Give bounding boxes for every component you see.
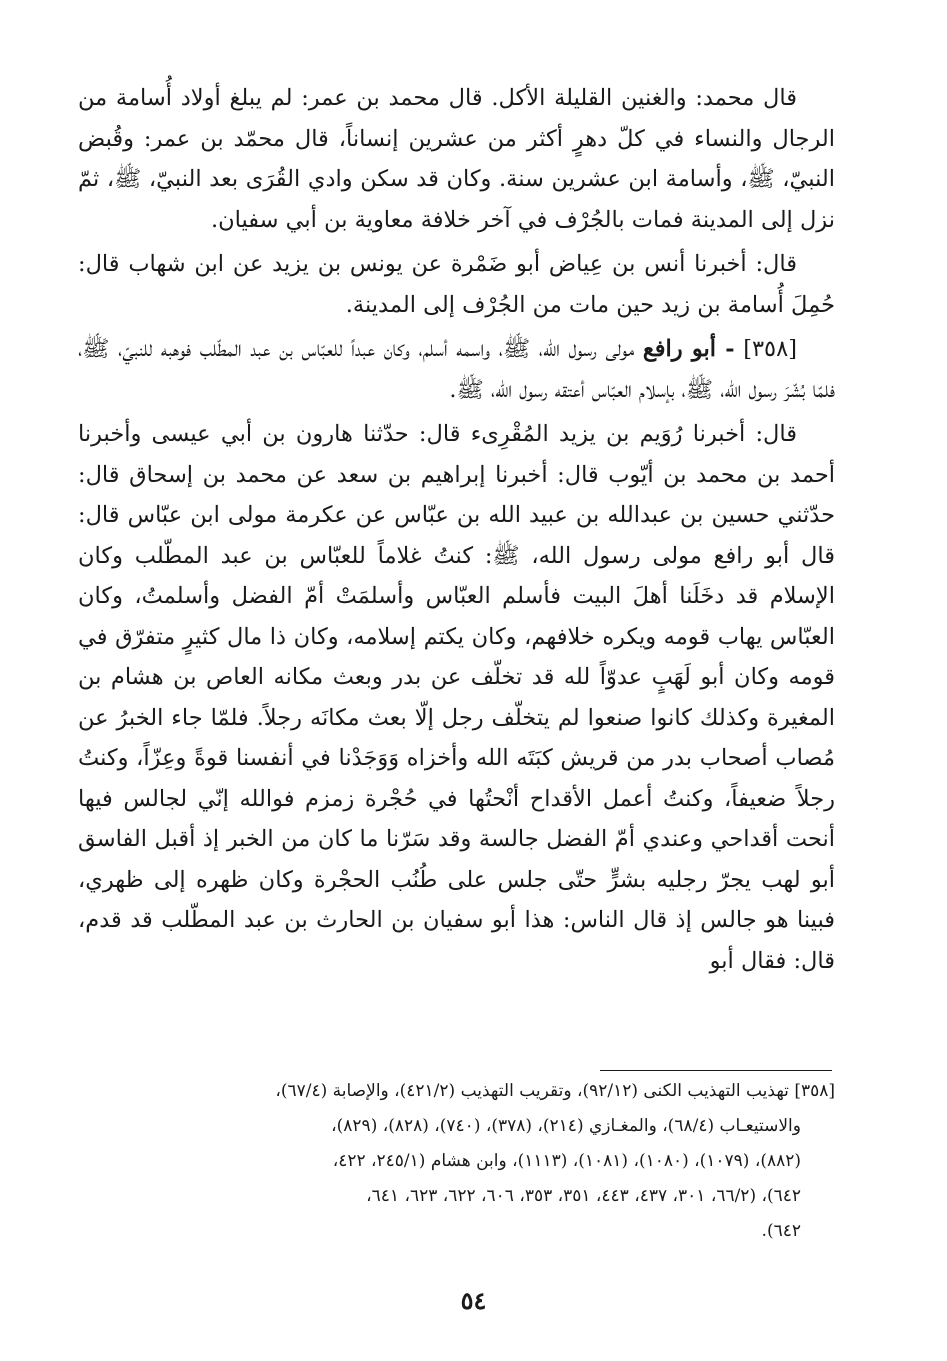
footnote-line: (٨٨٢)، (١٠٧٩)، (١٠٨٠)، (١٠٨١)، (١١١٣)، وابن هشام (٢٤٥/١، ٤٢٢، bbox=[332, 1151, 801, 1171]
entry-text: مولى رسول الله، ﷺ، واسمه أسلم، وكان عبداً للعبّاس بن عبد المطّلب فوهبه للنبيّ، ﷺ، فلمّا بُشّرَ رسول الله، ﷺ، بإسلام العبّاس أعتقه رسول الله، ﷺ. bbox=[78, 336, 835, 403]
footnote-line: ٦٤٢)، (٦٦/٢، ٣٠١، ٤٣٧، ٤٤٣، ٣٥١، ٣٥٣، ٦٠٦، ٦٢٢، ٦٢٣، ٦٤١، bbox=[366, 1186, 801, 1206]
main-text bbox=[78, 78, 835, 981]
footnote-line: والاستيعـاب (٦٨/٤)، والمغـازي (٢١٤)، (٣٧٨)، (٧٤٠)، (٨٢٨)، (٨٢٩)، bbox=[331, 1116, 801, 1136]
paragraph-1: قال محمد: والغنين القليلة الأكل. قال محمد بن عمر: لم يبلغ أولاد أُسامة من الرجال والنساء في كلّ دهرٍ أكثر من عشرين إنساناً، قال محمّد بن عمر: وقُبض النبيّ، ﷺ، وأسامة ابن عشرين سنة. وكان قد سكن وادي القُرَى بعد النبيّ، ﷺ، ثمّ نزل إلى المدينة فمات بالجُرْف في آخر خلافة معاوية بن أبي سفيان. bbox=[78, 85, 835, 233]
footnotes bbox=[78, 1074, 835, 1249]
paragraph-2: قال: أخبرنا أنس بن عِياض أبو ضَمْرة عن يونس بن يزيد عن ابن شهاب قال: حُمِلَ أُسامة بن زيد حين مات من الجُرْف إلى المدينة. bbox=[78, 251, 835, 318]
footnote-divider bbox=[600, 1070, 832, 1071]
entry-358 bbox=[78, 329, 835, 410]
footnote-line: ٦٤٢). bbox=[761, 1221, 801, 1241]
entry-number: [٣٥٨] bbox=[743, 336, 798, 362]
entry-name: - أبو رافع bbox=[642, 336, 735, 362]
page-number: ٥٤ bbox=[460, 1286, 487, 1315]
footnote-line: [٣٥٨] تهذيب التهذيب الكنى (٩٢/١٢)، وتقريب التهذيب (٤٢١/٢)، والإصابة (٦٧/٤)، bbox=[275, 1081, 835, 1101]
paragraph-4: قال: أخبرنا رُوَيم بن يزيد المُقْرِىء قال: حدّثنا هارون بن أبي عيسى وأخبرنا أحمد بن محمد بن أيّوب قال: أخبرنا إبراهيم بن سعد عن محمد بن إسحاق قال: حدّثني حسين بن عبدالله بن عبيد الله بن عبّاس عن عكرمة مولى ابن عبّاس قال: قال أبو رافع مولى رسول الله، ﷺ: كنتُ غلاماً للعبّاس بن عبد المطّلب وكان الإسلام قد دخَلَنا أهلَ البيت فأسلم العبّاس وأسلمَتْ أمّ الفضل وأسلمتُ، وكان العبّاس يهاب قومه ويكره خلافهم، وكان يكتم إسلامه، وكان ذا مال كثيرٍ متفرّق في قومه وكان أبو لَهَبٍ عدوّاً لله قد تخلّف عن بدر وبعث مكانه العاص بن هشام بن المغيرة وكذلك كانوا صنعوا لم يتخلّف رجل إلّا بعث مكانَه رجلاً. فلمّا جاء الخبرُ عن مُصاب أصحاب بدر من قريش كبَتَه الله وأخزاه وَوَجَدْنا في أنفسنا قوةً وعِزّاً، وكنتُ رجلاً ضعيفاً، وكنتُ أعمل الأقداح أنْحتُها في حُجْرة زمزم فوالله إنّي لجالس فيها أنحت أقداحي وعندي أمّ الفضل جالسة وقد سَرّنا ما كان من الخبر إذ أقبل الفاسق أبو لهب يجرّ رجليه بشرٍّ حتّى جلس على طُنُب الحجْرة وكان ظهره إلى ظهري، فبينا هو جالس إذ قال الناس: هذا أبو سفيان بن الحارث بن عبد المطّلب قد قدم، قال: فقال أبو bbox=[78, 421, 835, 974]
